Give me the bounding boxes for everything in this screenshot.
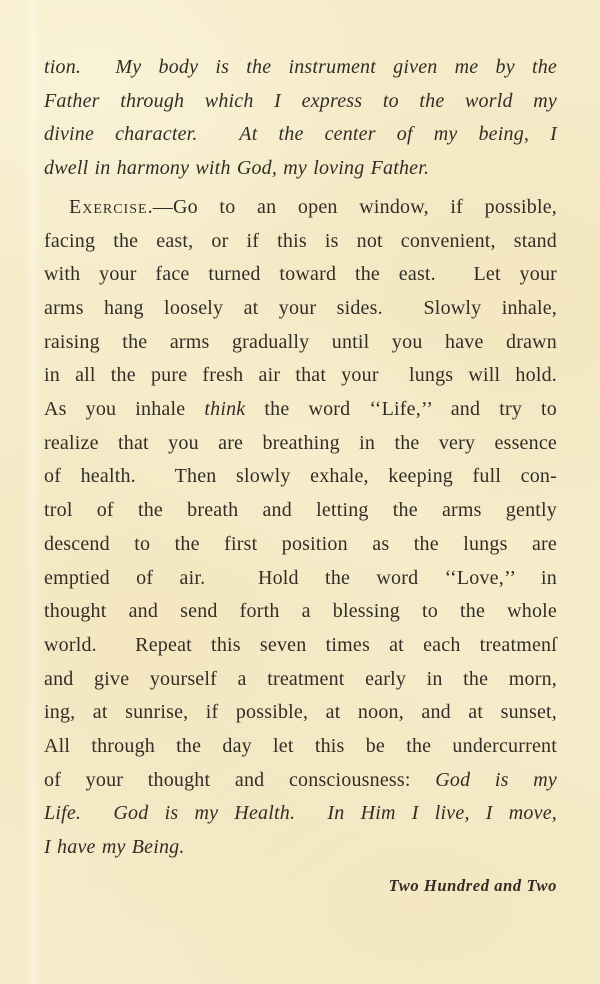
text-line xyxy=(44,118,557,152)
page-number: Two Hundred and Two xyxy=(388,876,557,895)
text-segment: the word ‘‘Life,’’ and try to xyxy=(245,398,557,421)
text-segment: trol of the breath and letting the arms gently xyxy=(44,499,557,522)
text-segment: I have my Being. xyxy=(44,836,185,859)
text-segment: emptied of air. Hold the word ‘‘Love,’’ in xyxy=(44,566,557,589)
text-segment: divine character. At the center of my being, I xyxy=(44,123,557,146)
text-line xyxy=(44,393,557,427)
text-line xyxy=(44,359,557,393)
text-line xyxy=(44,292,557,326)
text-line xyxy=(44,595,557,629)
text-segment: dwell in harmony with God, my loving Father. xyxy=(44,157,430,180)
text-segment: .—Go to an open window, if possible, xyxy=(147,195,557,218)
text-line xyxy=(44,191,557,225)
text-segment: think xyxy=(204,398,246,421)
page-edge-highlight xyxy=(24,0,42,984)
text-line xyxy=(44,225,557,259)
text-line xyxy=(44,460,557,494)
text-segment: tion. My body is the instrument given me by the xyxy=(44,56,557,78)
text-segment: of health. Then slowly exhale, keeping full con- xyxy=(44,465,557,488)
text-segment: in all the pure fresh air that your lungs will hold. xyxy=(44,364,557,387)
text-segment: God is my xyxy=(435,768,557,791)
text-segment: thought and send forth a blessing to the whole xyxy=(44,600,557,623)
text-line xyxy=(44,730,557,764)
text-segment: Father through which I express to the world my xyxy=(44,89,557,112)
text-segment: Exercise xyxy=(69,195,148,218)
text-segment: Life. God is my Health. In Him I live, I move, xyxy=(44,802,557,825)
text-line xyxy=(44,494,557,528)
text-segment: and give yourself a treatment early in the morn, xyxy=(44,667,557,690)
text-line xyxy=(44,696,557,730)
text-line xyxy=(44,528,557,562)
text-line xyxy=(44,764,557,798)
text-segment: facing the east, or if this is not convenient, stand xyxy=(44,229,557,252)
text-segment: world. Repeat this seven times at each treatmenſ xyxy=(44,633,557,656)
text-segment: descend to the first position as the lungs are xyxy=(44,532,557,555)
text-segment: ing, at sunrise, if possible, at noon, and at sunset, xyxy=(44,701,557,724)
text-line xyxy=(44,663,557,697)
text-line xyxy=(44,427,557,461)
text-segment: realize that you are breathing in the very essence xyxy=(44,431,557,454)
text-line xyxy=(44,831,557,865)
text-line xyxy=(44,562,557,596)
text-block xyxy=(44,51,557,865)
text-line xyxy=(44,629,557,663)
text-line xyxy=(44,152,557,186)
text-segment: of your thought and consciousness: xyxy=(44,768,436,791)
text-line xyxy=(44,797,557,831)
exercise-paragraph xyxy=(44,191,557,865)
opening-affirmation xyxy=(44,51,557,186)
text-line xyxy=(44,326,557,360)
text-line xyxy=(44,51,557,85)
text-segment: As you inhale xyxy=(44,398,205,421)
text-segment: arms hang loosely at your sides. Slowly inhale, xyxy=(44,296,557,319)
text-line xyxy=(44,85,557,119)
text-segment: raising the arms gradually until you have drawn xyxy=(44,330,557,353)
text-segment: with your face turned toward the east. Let your xyxy=(44,263,557,286)
text-line xyxy=(44,258,557,292)
text-segment: All through the day let this be the undercurrent xyxy=(44,735,557,758)
